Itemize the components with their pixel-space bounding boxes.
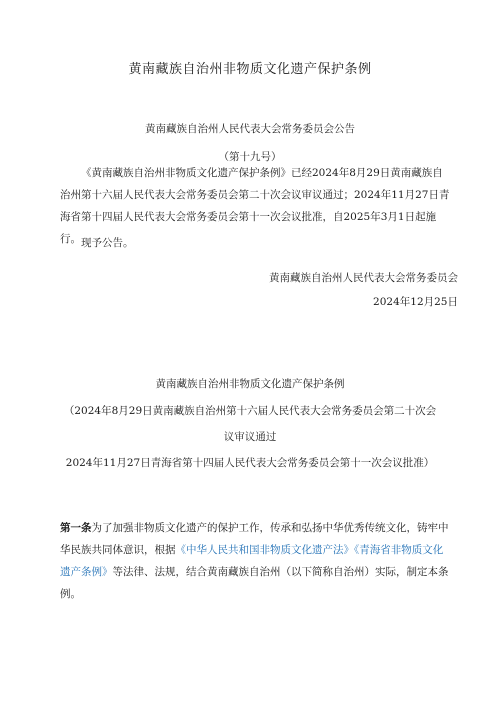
announcement-issuer: 黄南藏族自治州人民代表大会常务委员会公告	[145, 123, 355, 135]
announcement-date: 2024年12月25日	[373, 296, 458, 308]
announcement-body: 《黄南藏族自治州非物质文化遗产保护条例》已经2024年8月29日黄南藏族自治州第十六届人民代表大会常务委员会第二十次会议审议通过；2024年11月27日青海省第十四届人民代表大会常务委员会第十一次会议批准，自2025年3月1日起施行。	[60, 167, 450, 245]
regulation-title: 黄南藏族自治州非物质文化遗产保护条例	[155, 378, 345, 390]
article-1	[60, 517, 452, 605]
document-title: 黄南藏族自治州非物质文化遗产保护条例	[128, 62, 372, 77]
adoption-line-2: 议审议通过	[223, 431, 277, 443]
law-link-national[interactable]: 《中华人民共和国非物质文化遗产法》	[175, 544, 354, 556]
law-link-provincial[interactable]: 《青海省非物质文化遗产条例》	[60, 544, 444, 578]
adoption-line-1: （2024年8月29日黄南藏族自治州第十六届人民代表大会常务委员会第二十次会	[63, 405, 437, 417]
announcement-number: （第十九号）	[218, 151, 282, 163]
announcement-closing: 现予公告。	[81, 237, 134, 249]
article-1-text-before: 为了加强非物质文化遗产的保护工作，传承和弘扬中华优秀传统文化，铸牢中华民族共同体意识，根据	[60, 522, 449, 556]
article-1-text-after: 等法律、法规，结合黄南藏族自治州（以下简称自治州）实际，制定本条例。	[60, 566, 449, 600]
adoption-line-3: 2024年11月27日青海省第十四届人民代表大会常务委员会第十一次会议批准）	[65, 457, 435, 469]
article-1-label: 第一条	[60, 522, 92, 534]
announcement-signature: 黄南藏族自治州人民代表大会常务委员会	[269, 272, 458, 284]
